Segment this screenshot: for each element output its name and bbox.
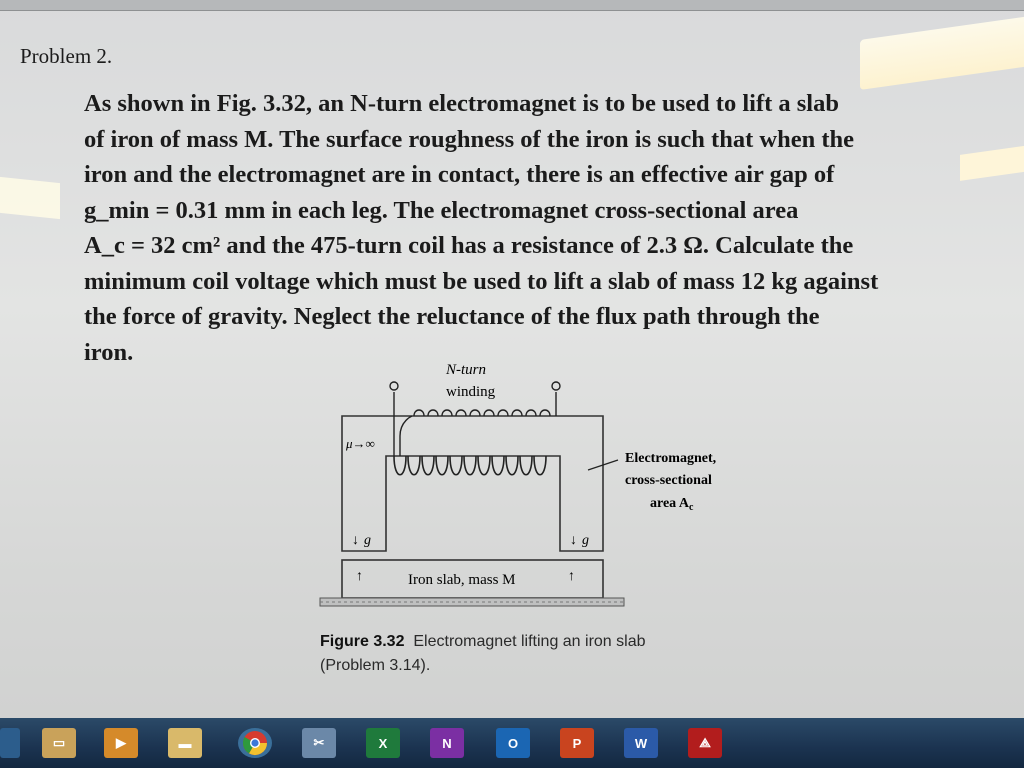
core-label: area $A_c$ [650,496,694,513]
gap-label: g [364,533,371,548]
onenote-icon[interactable]: N [430,728,464,758]
file-explorer-icon[interactable]: ▭ [42,728,76,758]
electromagnet-figure [300,356,750,618]
figure-caption [320,630,646,678]
start-orb-icon[interactable] [0,728,20,758]
slab-label: Iron slab, mass M [408,572,516,588]
caption-text: Electromagnet lifting an iron slab [413,633,646,650]
terminal-icon [390,382,398,390]
core-label: Electromagnet, [625,451,717,466]
problem-line: minimum coil voltage which must be used to lift a slab of mass 12 kg against [84,267,879,295]
winding-label: N-turn [446,362,487,378]
gap-arrow-icon: ↑ [568,569,575,584]
winding-coil [394,456,546,475]
powerpoint-icon[interactable]: P [560,728,594,758]
caption-line2: (Problem 3.14). [320,657,431,674]
winding-label: winding [446,384,496,400]
caption-number: Figure 3.32 [320,633,405,650]
problem-line: iron. [84,338,134,366]
problem-line: of iron of mass M. The surface roughness of the iron is such that when the [84,125,854,153]
problem-line: iron and the electromagnet are in contact, there is an effective air gap of [84,161,835,188]
magnet-core [342,416,603,551]
outlook-icon[interactable]: O [496,728,530,758]
problem-statement [84,86,994,370]
gap-arrow-icon: ↑ [356,569,363,584]
gap-arrow-icon: ↓ [352,533,359,548]
screen-glare [860,16,1024,90]
problem-line: g_min = 0.31 mm in each leg. The electromagnet cross-sectional area [84,196,799,224]
taskbar [0,718,1024,768]
screen-glare [0,177,60,219]
permeability-label: μ→∞ [346,436,375,451]
gap-arrow-icon: ↓ [570,533,577,548]
excel-icon[interactable]: X [366,728,400,758]
terminal-icon [552,382,560,390]
window-top-border [0,0,1024,11]
problem-title: Problem 2. [20,44,113,68]
acrobat-icon[interactable]: ⟁ [688,728,722,758]
problem-line: the force of gravity. Neglect the reluctance of the flux path through the [84,303,820,330]
problem-line: As shown in Fig. 3.32, an N-turn electromagnet is to be used to lift a slab [84,90,839,117]
snipping-tool-icon[interactable]: ✂ [302,728,336,758]
word-icon[interactable]: W [624,728,658,758]
media-player-icon[interactable]: ▶ [104,728,138,758]
gap-label: g [582,533,589,548]
folder-icon[interactable]: ▬ [168,728,202,758]
problem-line: A_c = 32 cm² and the 475-turn coil has a resistance of 2.3 Ω. Calculate the [84,232,854,259]
winding-coil-top [400,410,550,456]
core-label: cross-sectional [625,473,712,488]
chrome-icon[interactable] [238,728,272,758]
